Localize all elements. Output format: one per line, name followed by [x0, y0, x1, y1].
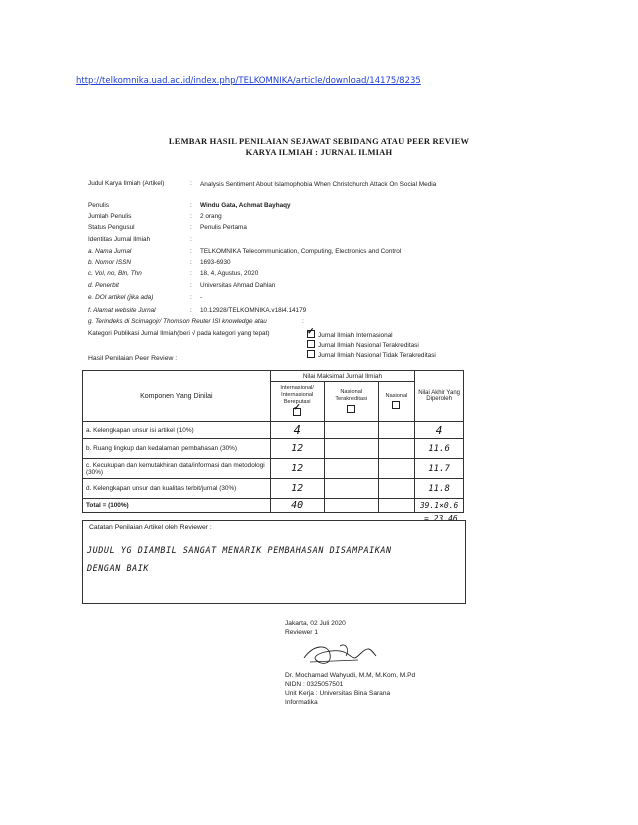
- category-option[interactable]: Jurnal Ilmiah Nasional Terakreditasi: [307, 340, 419, 349]
- reviewer-unit: Unit Kerja : Universitas Bina Sarana: [285, 690, 391, 697]
- notes-text-line2: DENGAN BAIK: [87, 563, 150, 573]
- reviewer-notes-box: [82, 520, 466, 604]
- field-value: Universitas Ahmad Dahlan: [200, 282, 276, 289]
- field-label: b. Nomor ISSN: [88, 259, 131, 266]
- field-value: Windu Gata, Achmat Bayhaqy: [200, 202, 291, 209]
- final-score-note: = 23.46: [424, 514, 458, 523]
- category-option[interactable]: ✓ Jurnal Ilmiah Internasional: [307, 330, 393, 339]
- col-national-accredited: Nasional Terakreditasi: [324, 382, 378, 422]
- table-row-total: [83, 499, 464, 513]
- field-value: 2 orang: [200, 213, 222, 220]
- checkbox-checked-icon[interactable]: [307, 330, 315, 338]
- col-international: Internasional/ Internasional Bereputasi ✓: [270, 382, 324, 422]
- page-subtitle: KARYA ILMIAH : JURNAL ILMIAH: [245, 147, 393, 157]
- field-label: e. DOI artikel (jika ada): [88, 294, 154, 301]
- field-label: Status Pengusul: [88, 224, 135, 231]
- checkbox-icon: [347, 405, 355, 413]
- row-label: Total = (100%): [83, 499, 271, 513]
- field-label: a. Nama Jurnal: [88, 248, 132, 255]
- field-label: Jumlah Penulis: [88, 213, 132, 220]
- category-option[interactable]: Jurnal Ilmiah Nasional Tidak Terakreditasi: [307, 350, 436, 359]
- row-max-value: 12: [270, 439, 324, 459]
- field-value: 1693-6930: [200, 259, 231, 266]
- row-final-value: 11.8: [415, 479, 464, 499]
- field-value: Analysis Sentiment About Islamophobia When Christchurch Attack On Social Media: [200, 181, 437, 188]
- field-value: 10.12928/TELKOMNIKA.v18i4.14179: [200, 307, 307, 314]
- score-table: [82, 370, 464, 513]
- row-final-value: 39.1×0.6: [415, 499, 464, 513]
- article-download-link[interactable]: http://telkomnika.uad.ac.id/index.php/TELKOMNIKA/article/download/14175/8235: [76, 76, 421, 86]
- checkbox-icon[interactable]: [307, 340, 315, 348]
- table-row: [83, 422, 464, 439]
- checkbox-icon[interactable]: [307, 350, 315, 358]
- checkbox-icon: [392, 401, 400, 409]
- max-header: Nilai Maksimal Jurnal Ilmiah: [270, 371, 415, 382]
- results-heading: Hasil Penilaian Peer Review :: [88, 355, 178, 362]
- row-label: c. Kecukupan dan kemutakhiran data/informasi dan metodologi (30%): [83, 459, 271, 479]
- checkbox-checked-icon: [293, 408, 301, 416]
- row-label: b. Ruang lingkup dan kedalaman pembahasan (30%): [83, 439, 271, 459]
- field-label: Judul Karya Ilmiah (Artikel): [88, 180, 165, 187]
- row-max-value: 12: [270, 479, 324, 499]
- table-row: [83, 459, 464, 479]
- final-header: Nilai Akhir Yang Diperoleh: [415, 371, 464, 422]
- notes-text-line1: JUDUL YG DIAMBIL SANGAT MENARIK PEMBAHASAN DISAMPAIKAN: [87, 545, 392, 555]
- table-row: [83, 479, 464, 499]
- field-label: Identitas Jurnal Ilmiah: [88, 236, 151, 243]
- reviewer-nidn: NIDN : 0325057501: [285, 681, 344, 688]
- component-header: Komponen Yang Dinilai: [83, 371, 271, 422]
- notes-label: Catatan Penilaian Artikel oleh Reviewer :: [89, 524, 212, 531]
- reviewer-role: Reviewer 1: [285, 629, 318, 636]
- field-label: g. Terindeks di Scimagojr/ Thomson Reuter ISI knowledge atau: [88, 318, 267, 325]
- field-label: Penulis: [88, 202, 109, 209]
- field-value: Penulis Pertama: [200, 224, 247, 231]
- reviewer-unit-cont: Informatika: [285, 699, 318, 706]
- category-prompt: Kategori Publikasi Jurnal Ilmiah(beri √ pada kategori yang tepat): [88, 330, 270, 337]
- field-value: TELKOMNIKA Telecommunication, Computing, Electronics and Control: [200, 248, 402, 255]
- row-max-value: 12: [270, 459, 324, 479]
- field-value: 18, 4, Agustus, 2020: [200, 270, 259, 277]
- reviewer-name: Dr. Mochamad Wahyudi, M.M, M.Kom, M.Pd: [285, 672, 416, 679]
- field-label: c. Vol, no, Bln, Thn: [88, 270, 142, 277]
- row-final-value: 4: [415, 422, 464, 439]
- table-row: [83, 439, 464, 459]
- row-max-value: 4: [270, 422, 324, 439]
- place-date: Jakarta, 02 Juli 2020: [285, 620, 346, 627]
- signature-scribble: [300, 640, 380, 670]
- row-label: d. Kelengkapan unsur dan kualitas terbit/jurnal (30%): [83, 479, 271, 499]
- page-title: LEMBAR HASIL PENILAIAN SEJAWAT SEBIDANG ATAU PEER REVIEW: [168, 136, 470, 146]
- field-value: -: [200, 294, 203, 301]
- field-label: f. Alamat website Jurnal: [88, 307, 156, 314]
- field-label: d. Penerbit: [88, 282, 119, 289]
- row-max-value: 40: [270, 499, 324, 513]
- row-final-value: 11.7: [415, 459, 464, 479]
- col-national: Nasional: [378, 382, 414, 422]
- row-label: a. Kelengkapan unsur isi artikel (10%): [83, 422, 271, 439]
- row-final-value: 11.6: [415, 439, 464, 459]
